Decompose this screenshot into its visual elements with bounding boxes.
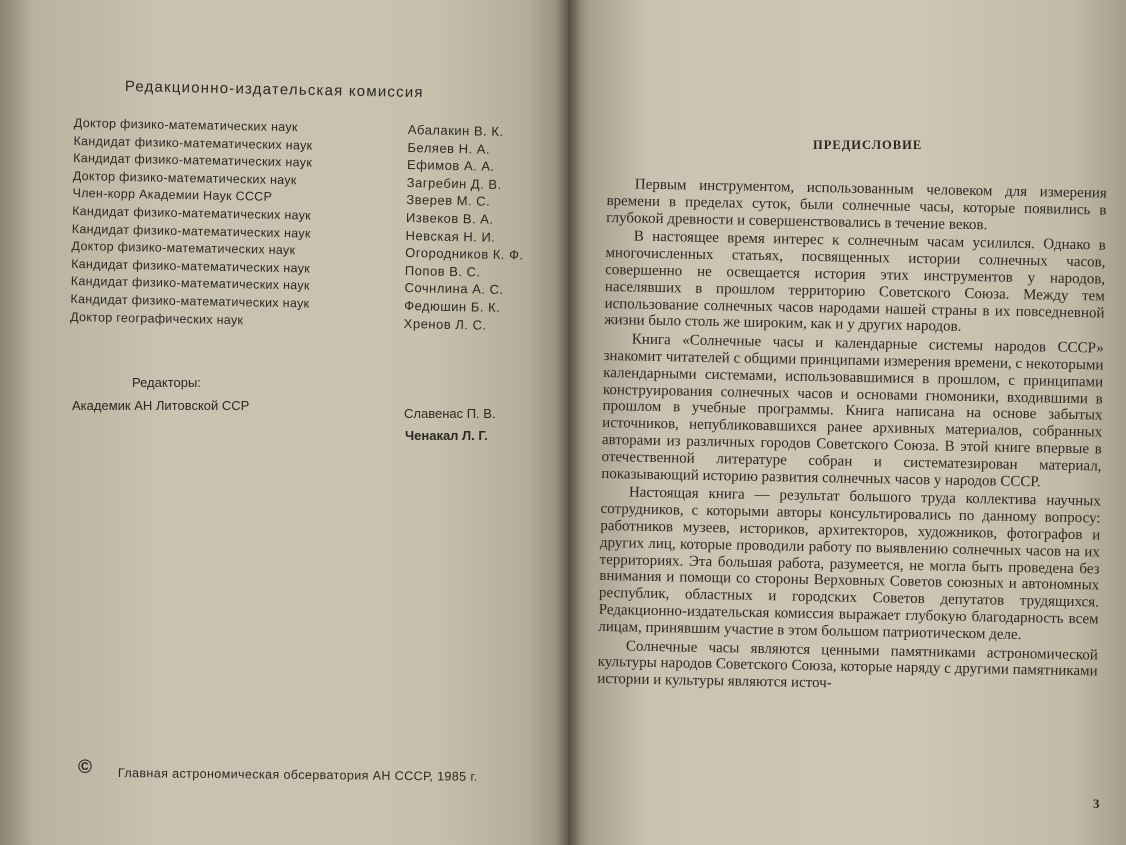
editor-name: Славенас П. В. bbox=[404, 406, 496, 421]
commission-names-column bbox=[404, 122, 558, 336]
commission-name: Хренов Л. С. bbox=[403, 315, 487, 333]
preface-paragraph: Солнечные часы являются ценными памятниками астрономической культуры народов Советского Союза, которые наряду с другими памятниками истории и культуры являются источ- bbox=[597, 637, 1099, 692]
commission-name: Загребин Д. В. bbox=[406, 174, 502, 192]
commission-role: Кандидат физико-математических наук bbox=[73, 151, 313, 170]
commission-role: Кандидат физико-математических наук bbox=[71, 256, 311, 276]
editor-name: Ченакал Л. Г. bbox=[405, 428, 488, 443]
commission-role: Кандидат физико-математических наук bbox=[71, 221, 311, 241]
commission-role: Член-корр Академии Наук СССР bbox=[72, 186, 273, 205]
commission-role: Кандидат физико-математических наук bbox=[70, 291, 310, 311]
preface-paragraph: Настоящая книга — результат большого труда коллектива научных сотрудников, с которыми авторы консультировались по данному вопросу: работников музеев, историков, архитекторов, художников, фотографов и других лиц, которые проводили работу по выявлению солнечных часов на их территориях. Эта большая работа, разумеется, не могла быть проведена без внимания и помощи со стороны Верховных Советов союзных и автономных республик, областных и городских Советов депутатов трудящихся. Редакционно-издательская комиссия выражает глубокую благодарность всем лицам, принявшим участие в этом большом патриотическом деле. bbox=[598, 484, 1101, 643]
commission-name: Абалакин В. К. bbox=[407, 122, 504, 140]
commission-role: Доктор физико-математических наук bbox=[71, 239, 296, 258]
commission-role: Кандидат физико-математических наук bbox=[73, 133, 313, 153]
commission-name: Огородников К. Ф. bbox=[405, 245, 524, 263]
commission-name: Сочнлина А. С. bbox=[404, 280, 504, 298]
preface-paragraph: Книга «Солнечные часы и календарные системы народов СССР» знакомит читателей с общими принципами измерения времени, с некоторыми календарными системами, использовавшимися в прошлом, с принципами конструирования солнечных часов и основами гномоники, входившими в прошлом в учебные программы. Книга написана на основе забытых источников, непубликовавшихся ранее архивных материалов, собранных авторами из различных городов Советского Союза. В этой книге впервые в отечественной литературе собран и систематезирован материал, показывающий историю развития солнечных часов у народов СССР. bbox=[601, 331, 1104, 490]
commission-name: Федюшин Б. К. bbox=[404, 297, 501, 315]
commission-name: Невская Н. И. bbox=[405, 227, 496, 245]
commission-roles-column bbox=[70, 116, 374, 333]
preface-paragraph: Первым инструментом, использованным человеком для измерения времени в пределах суток, были солнечные часы, которые появились в глубокой древности и совершенствовались в течение веков. bbox=[606, 176, 1107, 233]
commission-name: Попов В. С. bbox=[404, 262, 481, 280]
editor-role: Академик АН Литовской ССР bbox=[72, 398, 250, 413]
commission-name: Беляев Н. А. bbox=[407, 139, 491, 157]
book-gutter bbox=[556, 0, 580, 845]
commission-role: Кандидат физико-математических наук bbox=[72, 203, 312, 223]
commission-name: Зверев М. С. bbox=[406, 192, 491, 210]
page-number: 3 bbox=[1093, 796, 1100, 811]
commission-role: Доктор физико-математических наук bbox=[73, 116, 298, 135]
commission-role: Кандидат физико-математических наук bbox=[70, 274, 310, 293]
commission-name: Ефимов А. А. bbox=[406, 157, 495, 175]
commission-role: Доктор географических наук bbox=[70, 309, 244, 327]
commission-role: Доктор физико-математических наук bbox=[72, 168, 297, 188]
copyright-text: Главная астрономическая обсерватория АН СССР, 1985 г. bbox=[117, 766, 478, 784]
commission-name: Извеков В. А. bbox=[405, 209, 494, 227]
preface-body bbox=[597, 176, 1107, 699]
copyright-icon: © bbox=[78, 757, 92, 778]
editors-heading: Редакторы: bbox=[132, 375, 201, 390]
commission-title: Редакционно-издательская комиссия bbox=[124, 78, 424, 102]
preface-title: ПРЕДИСЛОВИЕ bbox=[813, 138, 923, 152]
preface-paragraph: В настоящее время интерес к солнечным часам усилился. Однако в многочисленных статьях, посвященных истории солнечных часов, совершенно не освещается история этих инструментов у народов, населявших в прошлом территорию Советского Союза. Между тем использование солнечных часов народами нашей страны в их повседневной жизни было столь же широким, как и у других народов. bbox=[604, 228, 1106, 336]
